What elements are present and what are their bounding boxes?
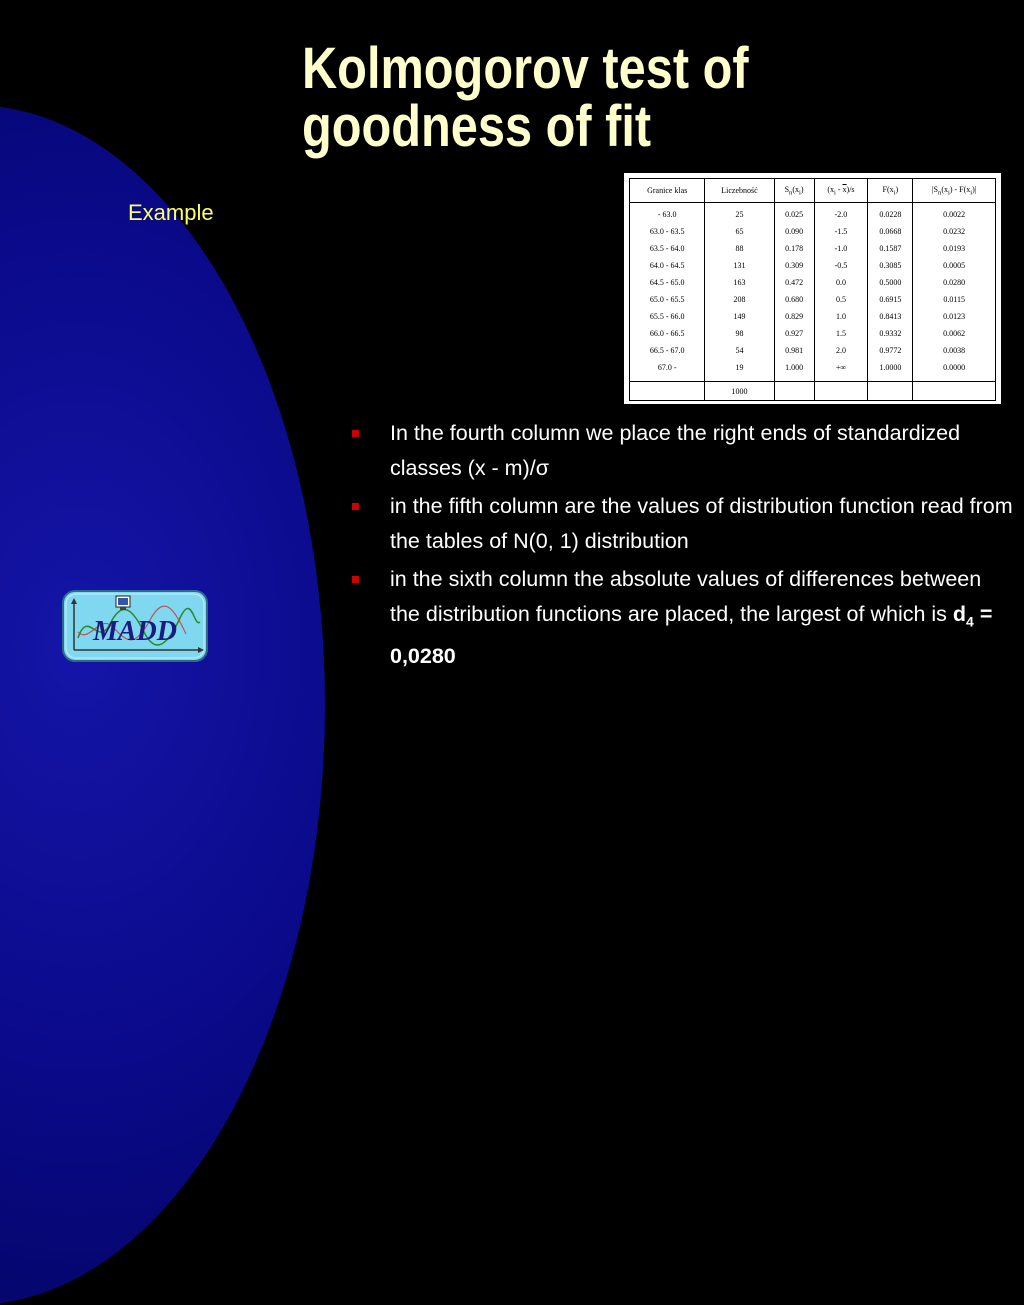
table-cell: 131: [705, 257, 774, 274]
logo-text: MADD: [92, 616, 178, 647]
table-cell: 0.178: [774, 240, 814, 257]
table-cell: 19: [705, 359, 774, 382]
table-cell: 1.0000: [868, 359, 913, 382]
bullet-text-3: in the sixth column the absolute values of differences between the distribution functions are placed, the largest of which is: [390, 567, 982, 626]
table-cell: 63.0 - 63.5: [630, 223, 705, 240]
table-cell: 0.0115: [913, 291, 996, 308]
table-cell: 0.829: [774, 308, 814, 325]
table-row: [630, 359, 996, 382]
table-cell: 0.0038: [913, 342, 996, 359]
table-row: [630, 325, 996, 342]
bullet-item-3: [352, 562, 1017, 674]
table-cell: 0.981: [774, 342, 814, 359]
header-granice-klas: Granice klas: [630, 179, 705, 203]
data-table-image: [624, 173, 1001, 404]
bullet-item-1: [352, 416, 1017, 486]
table-cell: 0.472: [774, 274, 814, 291]
table-row: [630, 291, 996, 308]
table-cell: 1.000: [774, 359, 814, 382]
table-cell: 64.5 - 65.0: [630, 274, 705, 291]
header-abs-diff: $|S_n(x_i) - F(x_i)|$: [913, 179, 996, 203]
table-cell: 65.5 - 66.0: [630, 308, 705, 325]
title-line-1: Kolmogorov test of: [302, 36, 749, 101]
table-cell: 0.090: [774, 223, 814, 240]
table-cell: 0.0668: [868, 223, 913, 240]
example-label: Example: [128, 200, 214, 225]
bullet-square-icon: [352, 430, 359, 437]
table-cell: -0.5: [814, 257, 868, 274]
table-cell: 65: [705, 223, 774, 240]
table-cell: 149: [705, 308, 774, 325]
table-body: [630, 203, 996, 382]
header-sn: $S_n(x_i)$: [774, 179, 814, 203]
bullet-text-2: in the fifth column are the values of distribution function read from the tables of N(0, 1) distribution: [390, 494, 1013, 553]
table-cell: 0.0123: [913, 308, 996, 325]
table-cell: 66.5 - 67.0: [630, 342, 705, 359]
table-cell: - 63.0: [630, 203, 705, 224]
table-cell: 1.0: [814, 308, 868, 325]
table-cell: 0.9772: [868, 342, 913, 359]
table-cell: -2.0: [814, 203, 868, 224]
background-arc: [0, 105, 325, 1305]
table-cell: 0.6915: [868, 291, 913, 308]
table-cell: 208: [705, 291, 774, 308]
table-cell: 66.0 - 66.5: [630, 325, 705, 342]
table-cell: 0.0280: [913, 274, 996, 291]
bullet-square-icon: [352, 576, 359, 583]
bullet-square-icon: [352, 503, 359, 510]
header-liczebnosc: Liczebność: [705, 179, 774, 203]
table-cell: 88: [705, 240, 774, 257]
table-cell: 2.0: [814, 342, 868, 359]
table-cell: 0.0005: [913, 257, 996, 274]
table-cell: 0.0232: [913, 223, 996, 240]
table-cell: 0.0228: [868, 203, 913, 224]
table-cell: -1.5: [814, 223, 868, 240]
table-cell: 1.5: [814, 325, 868, 342]
table-row: [630, 223, 996, 240]
table-header-row: [630, 179, 996, 203]
bullet-list: [352, 416, 1017, 677]
table-cell: 0.9332: [868, 325, 913, 342]
table-cell: 0.025: [774, 203, 814, 224]
table-cell: 64.0 - 64.5: [630, 257, 705, 274]
table-cell: 63.5 - 64.0: [630, 240, 705, 257]
table-row: [630, 240, 996, 257]
table-cell: 0.1587: [868, 240, 913, 257]
table-cell: -1.0: [814, 240, 868, 257]
kolmogorov-table: [629, 178, 996, 401]
table-cell: 0.0062: [913, 325, 996, 342]
table-row: [630, 203, 996, 224]
table-row: [630, 257, 996, 274]
madd-logo: [60, 588, 210, 664]
table-cell: 0.0022: [913, 203, 996, 224]
table-cell: 98: [705, 325, 774, 342]
table-cell: 0.0000: [913, 359, 996, 382]
table-cell: 0.5000: [868, 274, 913, 291]
table-cell: 0.680: [774, 291, 814, 308]
header-standardized: $(x_i - \overline{x})/s$: [814, 179, 868, 203]
table-cell: 0.3085: [868, 257, 913, 274]
table-cell: 0.309: [774, 257, 814, 274]
table-row: [630, 342, 996, 359]
table-cell: +∞: [814, 359, 868, 382]
title-line-2: goodness of fit: [302, 94, 652, 159]
table-cell: 0.5: [814, 291, 868, 308]
slide-title: [302, 36, 890, 159]
table-cell: 65.0 - 65.5: [630, 291, 705, 308]
table-cell: 25: [705, 203, 774, 224]
bullet-item-2: [352, 489, 1017, 559]
table-row: [630, 308, 996, 325]
table-cell: 0.927: [774, 325, 814, 342]
result-value: $d_4 = 0,0280$: [390, 602, 993, 669]
table-cell: 67.0 -: [630, 359, 705, 382]
table-row: [630, 274, 996, 291]
table-cell: 54: [705, 342, 774, 359]
table-total-row: [630, 382, 996, 401]
table-cell: 0.0: [814, 274, 868, 291]
total-count: 1000: [705, 382, 774, 401]
table-cell: 0.0193: [913, 240, 996, 257]
header-f: $F(x_i)$: [868, 179, 913, 203]
table-cell: 0.8413: [868, 308, 913, 325]
table-cell: 163: [705, 274, 774, 291]
bullet-text-1: In the fourth column we place the right ends of standardized classes (x - m)/σ: [390, 421, 961, 480]
